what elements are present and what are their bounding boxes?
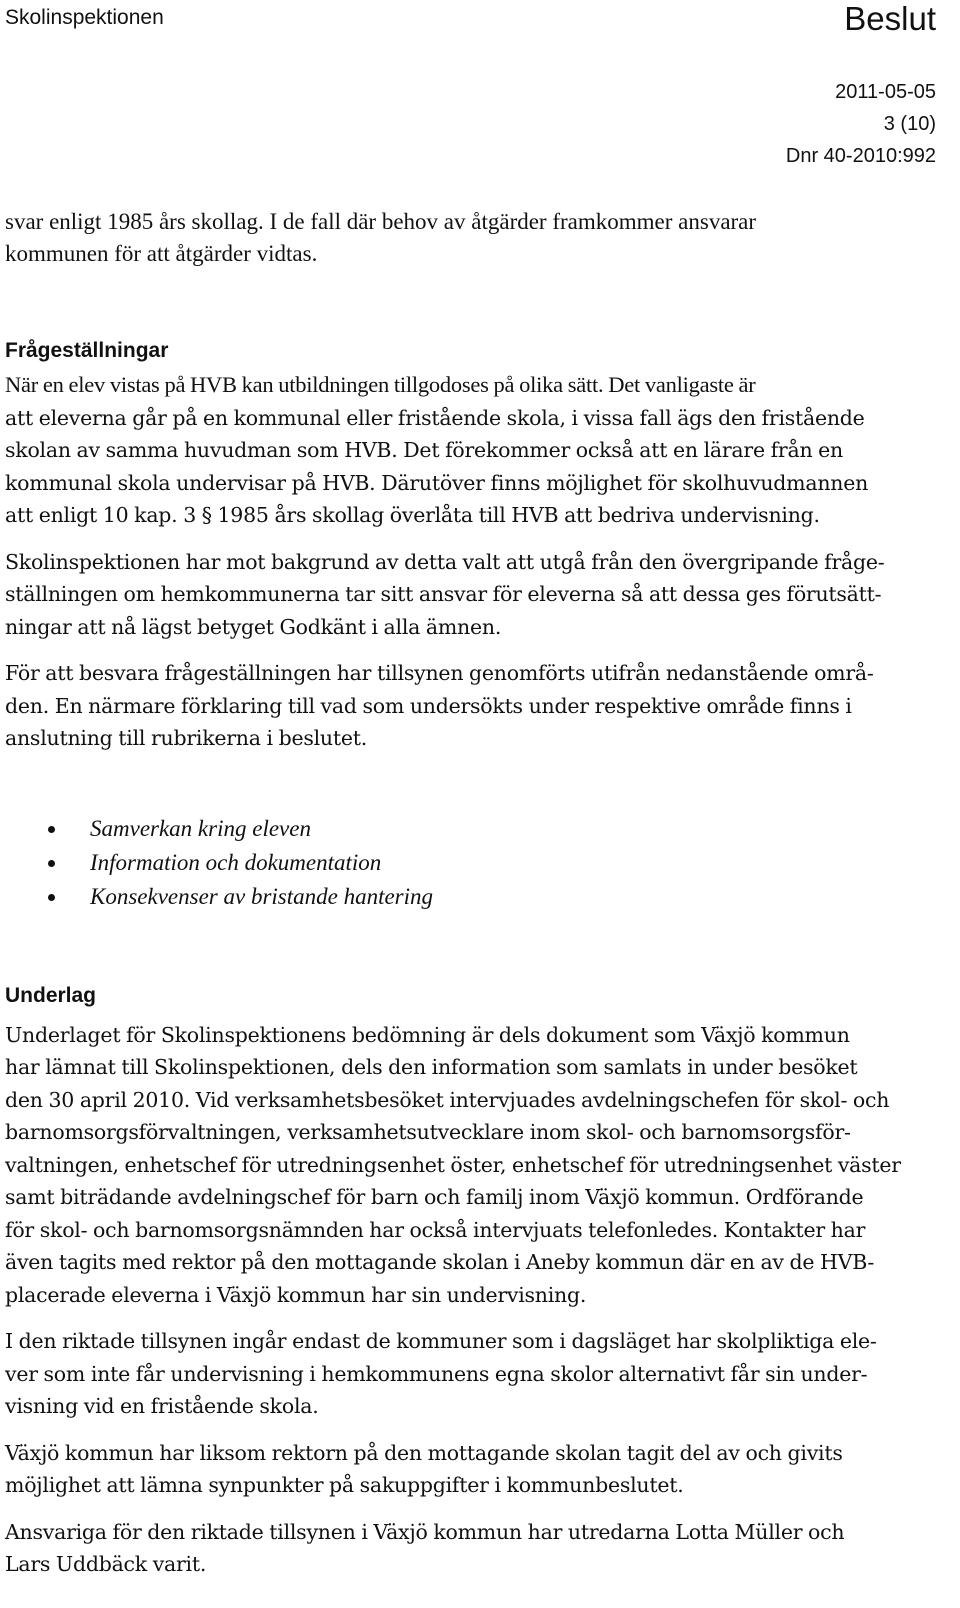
intro-line: kommunen för att åtgärder vidtas. <box>5 241 318 266</box>
paragraph-line: kommunal skola undervisar på HVB. Därutöver finns möjlighet för skolhuvudmannen <box>5 470 869 495</box>
document-body <box>5 206 950 1581</box>
bullet-icon <box>48 894 55 901</box>
paragraph-line: Lars Uddbäck varit. <box>5 1552 207 1576</box>
list-item-label: Samverkan kring eleven <box>90 815 311 841</box>
paragraph-line: När en elev vistas på HVB kan utbildningen tillgodoses på olika sätt. Det vanligaste är <box>5 372 756 397</box>
paragraph-line: samt biträdande avdelningschef för barn och familj inom Växjö kommun. Ordförande <box>5 1185 864 1209</box>
list-item-label: Konsekvenser av bristande hantering <box>90 883 434 909</box>
paragraph-line: valtningen, enhetschef för utredningsenhet öster, enhetschef för utredningsenhet väster <box>5 1152 901 1177</box>
paragraph-line: att eleverna går på en kommunal eller fristående skola, i vissa fall ägs den fristående <box>5 405 865 430</box>
paragraph-line: För att besvara frågeställningen har tillsynen genomförts utifrån nedanstående områ- <box>5 661 874 685</box>
paragraph <box>5 1437 950 1502</box>
paragraph <box>5 1325 950 1423</box>
paragraph-line: visning vid en fristående skola. <box>5 1394 319 1418</box>
paragraph-line: ver som inte får undervisning i hemkommunens egna skolor alternativt får sin under- <box>5 1361 868 1386</box>
heading-fragestallningar: Frågeställningar <box>5 339 169 362</box>
list-item <box>5 846 950 880</box>
paragraph <box>5 546 950 644</box>
paragraph-line: att enligt 10 kap. 3 § 1985 års skollag överlåta till HVB att bedriva undervisning. <box>5 503 820 527</box>
paragraph-line: barnomsorgsförvaltningen, verksamhetsutvecklare inom skol- och barnomsorgsför- <box>5 1120 851 1144</box>
document-meta <box>786 76 936 172</box>
paragraph <box>5 657 950 755</box>
header-doc-type: Beslut <box>844 0 936 37</box>
heading-underlag: Underlag <box>5 983 97 1007</box>
intro-paragraph <box>5 206 950 270</box>
paragraph-line: anslutning till rubrikerna i beslutet. <box>5 726 367 750</box>
bullet-icon <box>48 860 55 867</box>
paragraph <box>5 1516 950 1581</box>
paragraph-line: även tagits med rektor på den mottagande skolan i Aneby kommun där en av de HVB- <box>5 1250 875 1274</box>
paragraph-line: den 30 april 2010. Vid verksamhetsbesöket intervjuades avdelningschefen för skol- och <box>5 1087 890 1112</box>
list-item-label: Information och dokumentation <box>90 849 382 875</box>
page-number: 3 (10) <box>883 113 936 135</box>
paragraph <box>5 369 950 532</box>
paragraph-line: möjlighet att lämna synpunkter på sakuppgifter i kommunbeslutet. <box>5 1473 684 1497</box>
paragraph-line: har lämnat till Skolinspektionen, dels den information som samlats in under besöket <box>5 1055 858 1079</box>
paragraph-line: placerade eleverna i Växjö kommun har sin undervisning. <box>5 1282 587 1307</box>
paragraph-line: ningar att nå lägst betyget Godkänt i alla ämnen. <box>5 614 502 639</box>
paragraph <box>5 1019 950 1312</box>
bullet-icon <box>48 826 55 833</box>
header-org: Skolinspektionen <box>5 6 164 29</box>
paragraph-line: Skolinspektionen har mot bakgrund av detta valt att utgå från den övergripande fråge- <box>5 549 885 574</box>
paragraph-line: Växjö kommun har liksom rektorn på den mottagande skolan tagit del av och givits <box>5 1440 843 1465</box>
paragraph-line: för skol- och barnomsorgsnämnden har också intervjuats telefonledes. Kontakter har <box>5 1217 866 1242</box>
intro-line: svar enligt 1985 års skollag. I de fall där behov av åtgärder framkommer ansvarar <box>5 209 757 234</box>
paragraph-line: Ansvariga för den riktade tillsynen i Växjö kommun har utredarna Lotta Müller och <box>5 1519 845 1544</box>
paragraph-line: skolan av samma huvudman som HVB. Det förekommer också att en lärare från en <box>5 438 844 462</box>
paragraph-line: Underlaget för Skolinspektionens bedömning är dels dokument som Växjö kommun <box>5 1022 850 1047</box>
list-item <box>5 812 950 846</box>
paragraph-line: I den riktade tillsynen ingår endast de kommuner som i dagsläget har skolpliktiga ele- <box>5 1329 877 1353</box>
paragraph-line: den. En närmare förklaring till vad som undersökts under respektive område finns i <box>5 693 852 718</box>
document-date: 2011-05-05 <box>835 81 936 103</box>
paragraph-line: ställningen om hemkommunerna tar sitt ansvar för eleverna så att dessa ges förutsätt- <box>5 582 882 606</box>
focus-areas-list <box>5 812 950 914</box>
document-dnr: Dnr 40-2010:992 <box>785 145 936 167</box>
list-item <box>5 880 950 914</box>
